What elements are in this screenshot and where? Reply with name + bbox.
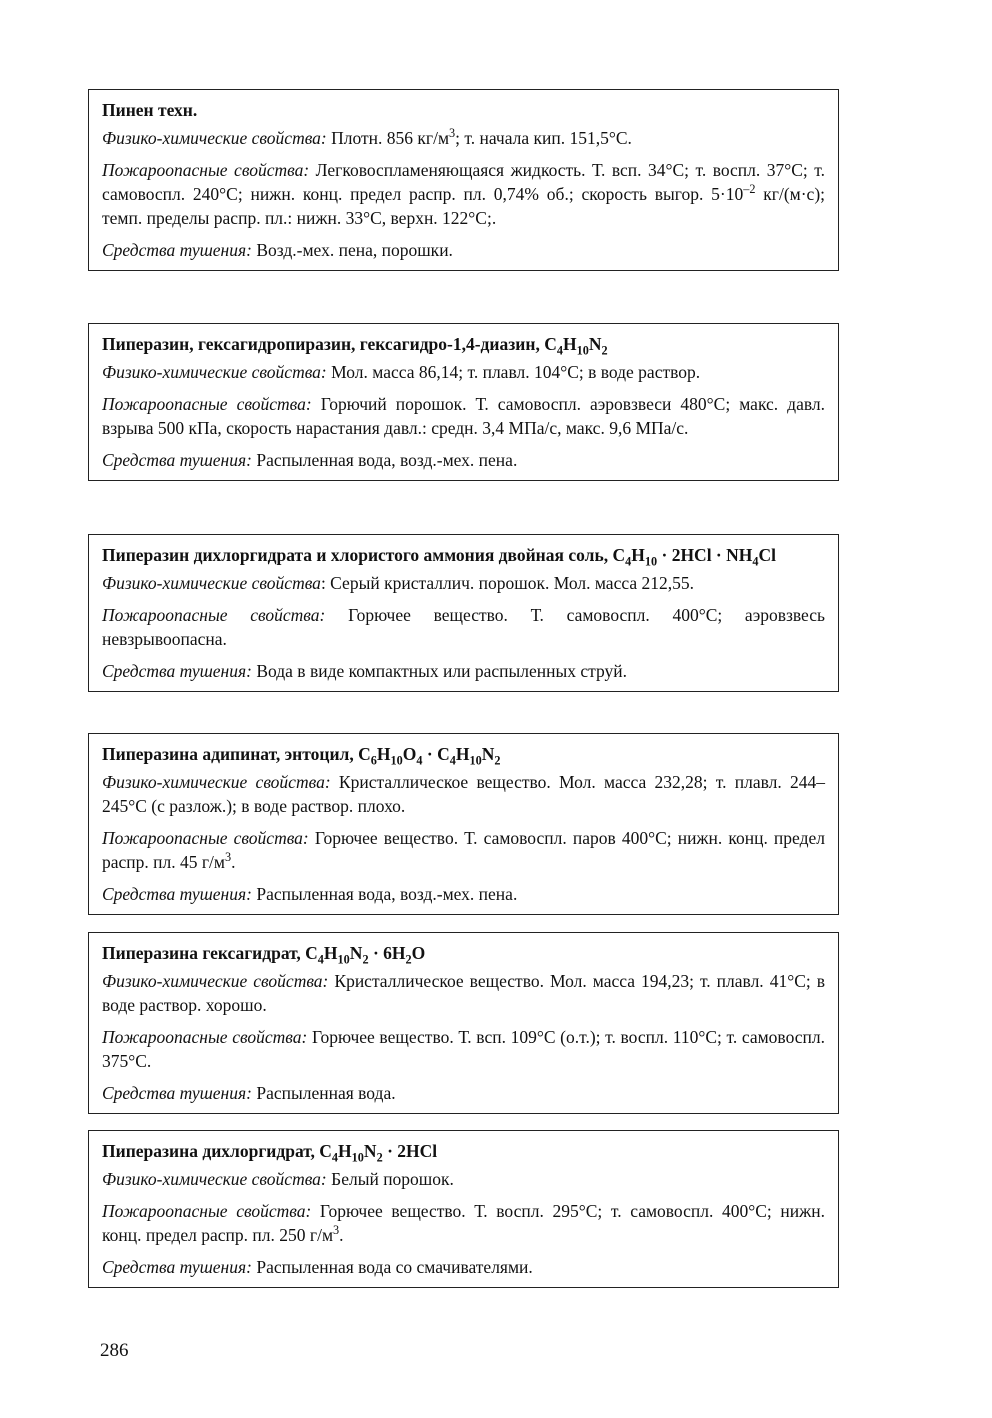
fire-label: Пожароопасные свойства:	[102, 828, 309, 848]
subscript: 2	[376, 1150, 383, 1165]
subscript: 2	[494, 753, 501, 768]
physchem-label: Физико-химические свойства	[102, 573, 321, 593]
physchem-label: Физико-химические свойства:	[102, 128, 327, 148]
entry-pinen	[88, 89, 839, 271]
entry-title: Пинен техн.	[102, 100, 198, 120]
entry-piperazine-dihydrochloride	[88, 1130, 839, 1288]
subscript: 10	[337, 952, 350, 967]
physchem-properties	[102, 770, 825, 818]
entry-piperazine-adipinate	[88, 733, 839, 915]
extinguishing-means	[102, 1255, 825, 1279]
superscript: –2	[743, 182, 756, 197]
physchem-properties	[102, 1167, 825, 1191]
extinguishing-label: Средства тушения:	[102, 884, 252, 904]
fire-text: Горючее вещество. Т. самовоспл. паров 400°С; нижн. конц. предел распр. пл. 45 $г/м^3$.	[102, 828, 825, 872]
subscript: 4	[317, 952, 324, 967]
subscript: 6	[370, 753, 377, 768]
fire-text: Горючее вещество. Т. самовоспл. 400°С; аэровзвесь невзрывоопасна.	[102, 605, 825, 649]
physchem-properties	[102, 571, 825, 595]
subscript: 2	[405, 952, 412, 967]
physchem-properties	[102, 360, 825, 384]
entry-title: Пиперазин дихлоргидрата и хлористого аммония двойная соль, $С_4Н_{10} \cdot 2НСl \cdot NН_4Сl$	[102, 545, 777, 569]
fire-properties	[102, 1199, 825, 1247]
extinguishing-label: Средства тушения:	[102, 450, 252, 470]
physchem-text: Кристаллическое вещество. Мол. масса 232,28; т. плавл. 244–245°С (с разлож.); в воде раствор. плохо.	[102, 772, 826, 816]
entry-title: Пиперазин, гексагидропиразин, гексагидро-1,4-диазин, $С_4Н_{10}N_2$	[102, 334, 608, 358]
subscript: 2	[362, 952, 369, 967]
entry-title: Пиперазина адипинат, энтоцил, $С_6Н_{10}O_4 \cdot С_4Н_{10}N_2$	[102, 744, 501, 768]
extinguishing-text: Распыленная вода.	[251, 1083, 396, 1103]
physchem-text: Мол. масса 86,14; т. плавл. 104°С; в воде раствор.	[326, 362, 701, 382]
entry-piperazine-hexahydrate	[88, 932, 839, 1114]
fire-label: Пожароопасные свойства:	[102, 160, 310, 180]
fire-label: Пожароопасные свойства:	[102, 1027, 308, 1047]
extinguishing-label: Средства тушения:	[102, 1083, 252, 1103]
superscript: 3	[225, 850, 232, 865]
subscript: 10	[351, 1150, 364, 1165]
physchem-properties	[102, 126, 825, 150]
extinguishing-means	[102, 448, 825, 472]
extinguishing-text: Распыленная вода со смачивателями.	[251, 1257, 533, 1277]
extinguishing-text: Распыленная вода, возд.-мех. пена.	[251, 450, 518, 470]
fire-text: Горючее вещество. Т. всп. 109°С (о.т.); т. воспл. 110°С; т. самовоспл. 375°С.	[102, 1027, 825, 1071]
physchem-text: Плотн. 856 $кг/м^3$; т. начала кип. 151,5°С.	[326, 126, 632, 148]
fire-properties	[102, 392, 825, 440]
subscript: 4	[331, 1150, 339, 1165]
subscript: 10	[576, 343, 589, 358]
subscript: 10	[644, 554, 658, 569]
fire-properties	[102, 1025, 825, 1073]
fire-properties	[102, 826, 825, 874]
subscript: 4	[449, 753, 456, 768]
fire-label: Пожароопасные свойства:	[102, 605, 326, 625]
extinguishing-means	[102, 659, 825, 683]
entry-title: Пиперазина дихлоргидрат, $С_4Н_{10}N_2 \cdot 2НСl$	[102, 1141, 438, 1165]
physchem-label: Физико-химические свойства:	[102, 772, 331, 792]
fire-text: Легковоспламеняющаяся жидкость. Т. всп. 34°С; т. воспл. 37°С; т. самовоспл. 240°С; нижн. конц. предел распр. пл. 0,74% об.; скорость выгор. $5\cdot 10^{-2}$ кг/(м·с); темп. пределы распр. пл.: нижн. 33°С, верхн. 122°С;.	[102, 160, 826, 228]
entry-piperazine-double-salt	[88, 534, 839, 692]
fire-label: Пожароопасные свойства:	[102, 394, 312, 414]
extinguishing-text: Распыленная вода, возд.-мех. пена.	[251, 884, 518, 904]
subscript: 4	[556, 343, 563, 358]
subscript: 10	[469, 753, 482, 768]
extinguishing-text: Возд.-мех. пена, порошки.	[251, 240, 453, 260]
page-number: 286	[100, 1340, 129, 1361]
fire-text: Горючий порошок. Т. самовоспл. аэровзвеси 480°С; макс. давл. взрыва 500 кПа, скорость нарастания давл.: средн. 3,4 МПа/с, макс. 9,6 МПа/с.	[102, 394, 825, 438]
subscript: 2	[601, 343, 608, 358]
physchem-label: Физико-химические свойства:	[102, 362, 327, 382]
extinguishing-label: Средства тушения:	[102, 1257, 252, 1277]
physchem-text: Белый порошок.	[326, 1169, 454, 1189]
fire-text: Горючее вещество. Т. воспл. 295°С; т. самовоспл. 400°С; нижн. конц. предел распр. пл. 250 $г/м^3$.	[102, 1201, 825, 1245]
fire-properties	[102, 158, 825, 230]
extinguishing-label: Средства тушения:	[102, 240, 252, 260]
subscript: 4	[752, 554, 759, 569]
physchem-text: Кристаллическое вещество. Мол. масса 194,23; т. плавл. 41°С; в воде раствор. хорошо.	[102, 971, 825, 1015]
subscript: 4	[625, 554, 632, 569]
superscript: 3	[449, 126, 456, 141]
extinguishing-text: Вода в виде компактных или распыленных струй.	[251, 661, 628, 681]
physchem-label: Физико-химические свойства:	[102, 1169, 327, 1189]
physchem-properties	[102, 969, 825, 1017]
subscript: 4	[416, 753, 423, 768]
physchem-label: Физико-химические свойства:	[102, 971, 329, 991]
extinguishing-means	[102, 1081, 825, 1105]
superscript: 3	[333, 1223, 340, 1238]
entry-piperazine	[88, 323, 839, 481]
extinguishing-label: Средства тушения:	[102, 661, 252, 681]
extinguishing-means	[102, 882, 825, 906]
extinguishing-means	[102, 238, 825, 262]
fire-label: Пожароопасные свойства:	[102, 1201, 312, 1221]
fire-properties	[102, 603, 825, 651]
entry-title: Пиперазина гексагидрат, $С_4Н_{10}N_2 \cdot 6Н_2О$	[102, 943, 426, 967]
subscript: 10	[390, 753, 403, 768]
physchem-text: : Серый кристаллич. порошок. Мол. масса 212,55.	[320, 573, 694, 593]
